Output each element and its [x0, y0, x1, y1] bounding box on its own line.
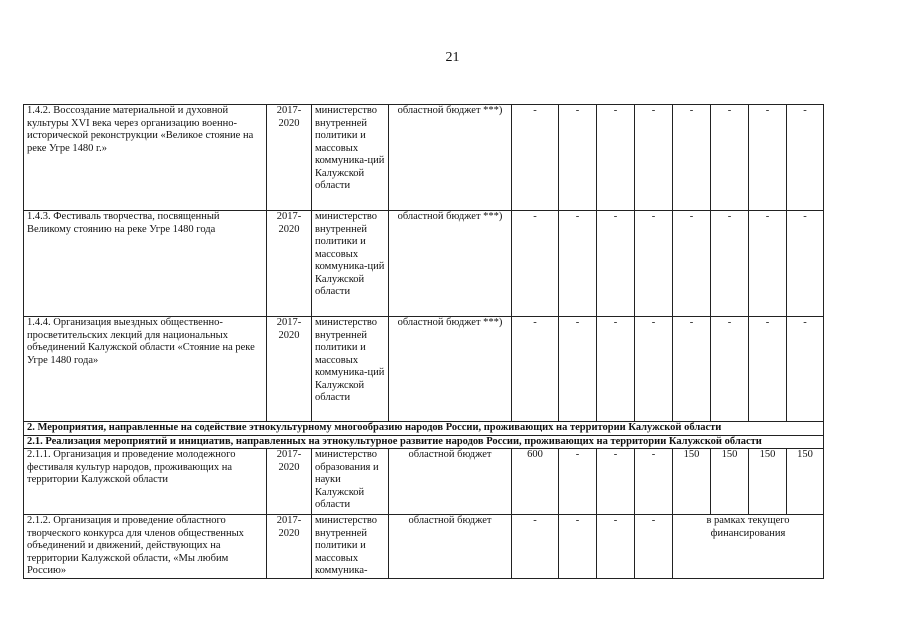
value-cell: - [711, 105, 749, 211]
years-cell: 2017-2020 [267, 317, 312, 422]
years-cell: 2017-2020 [267, 449, 312, 515]
value-cell: - [597, 515, 635, 579]
years-cell: 2017-2020 [267, 105, 312, 211]
value-cell: - [787, 317, 824, 422]
value-cell: - [673, 211, 711, 317]
value-cell: - [559, 515, 597, 579]
funding-source-cell: областной бюджет [389, 449, 512, 515]
executor-cell: министерство образования и науки Калужской области [312, 449, 389, 515]
value-cell: 150 [711, 449, 749, 515]
financing-note-cell: в рамках текущего финансирования [673, 515, 824, 579]
funding-source-cell: областной бюджет ***) [389, 211, 512, 317]
program-activities-table [23, 104, 824, 579]
value-cell: - [749, 105, 787, 211]
value-cell: - [673, 105, 711, 211]
activity-name: 2.1.2. Организация и проведение областного творческого конкурса для членов общественных объединений и движений, действующих на территории Калужской области, «Мы любим Россию» [24, 515, 267, 579]
activity-name: 1.4.4. Организация выездных общественно-просветительских лекций для национальных объединений Калужской области «Стояние на реке Угре 1480 года» [24, 317, 267, 422]
value-cell: - [597, 317, 635, 422]
value-cell: - [635, 449, 673, 515]
value-cell: - [512, 317, 559, 422]
page-number: 21 [445, 50, 460, 65]
funding-source-cell: областной бюджет ***) [389, 317, 512, 422]
value-cell: - [597, 105, 635, 211]
value-cell: - [787, 105, 824, 211]
value-cell: - [559, 449, 597, 515]
activity-name: 2.1.1. Организация и проведение молодежного фестиваля культур народов, проживающих на территории Калужской области [24, 449, 267, 515]
section-heading-row [24, 422, 824, 436]
executor-cell: министерство внутренней политики и массовых коммуника-ций Калужской области [312, 105, 389, 211]
value-cell: - [559, 317, 597, 422]
value-cell: - [635, 317, 673, 422]
value-cell: 150 [673, 449, 711, 515]
value-cell: - [749, 211, 787, 317]
value-cell: - [512, 105, 559, 211]
funding-source-cell: областной бюджет ***) [389, 105, 512, 211]
executor-cell: министерство внутренней политики и массовых коммуника-ций Калужской области [312, 317, 389, 422]
section-2-1-heading: 2.1. Реализация мероприятий и инициатив, направленных на этнокультурное развитие народов России, проживающих на территории Калужской области [24, 435, 824, 449]
funding-source-cell: областной бюджет [389, 515, 512, 579]
subsection-heading-row [24, 435, 824, 449]
value-cell: - [673, 317, 711, 422]
value-cell: - [597, 449, 635, 515]
table-row [24, 317, 824, 422]
value-cell: 150 [749, 449, 787, 515]
value-cell: - [635, 211, 673, 317]
value-cell: - [635, 105, 673, 211]
value-cell: - [559, 211, 597, 317]
value-cell: - [512, 515, 559, 579]
value-cell: 600 [512, 449, 559, 515]
table-row [24, 105, 824, 211]
executor-cell: министерство внутренней политики и массовых коммуника-ций Калужской области [312, 211, 389, 317]
years-cell: 2017-2020 [267, 211, 312, 317]
value-cell: - [635, 515, 673, 579]
activity-name: 1.4.2. Воссоздание материальной и духовной культуры XVI века через организацию военно-исторической реконструкции «Великое стояние на реке Угре 1480 г.» [24, 105, 267, 211]
value-cell: - [749, 317, 787, 422]
activity-name: 1.4.3. Фестиваль творчества, посвященный Великому стоянию на реке Угре 1480 года [24, 211, 267, 317]
value-cell: - [787, 211, 824, 317]
value-cell: - [512, 211, 559, 317]
value-cell: - [597, 211, 635, 317]
value-cell: 150 [787, 449, 824, 515]
value-cell: - [559, 105, 597, 211]
section-2-heading: 2. Мероприятия, направленные на содействие этнокультурному многообразию народов России, проживающих на территории Калужской области [24, 422, 824, 436]
table-row [24, 211, 824, 317]
value-cell: - [711, 317, 749, 422]
table-row [24, 515, 824, 579]
years-cell: 2017-2020 [267, 515, 312, 579]
executor-cell: министерство внутренней политики и массовых коммуника- [312, 515, 389, 579]
table-row [24, 449, 824, 515]
value-cell: - [711, 211, 749, 317]
